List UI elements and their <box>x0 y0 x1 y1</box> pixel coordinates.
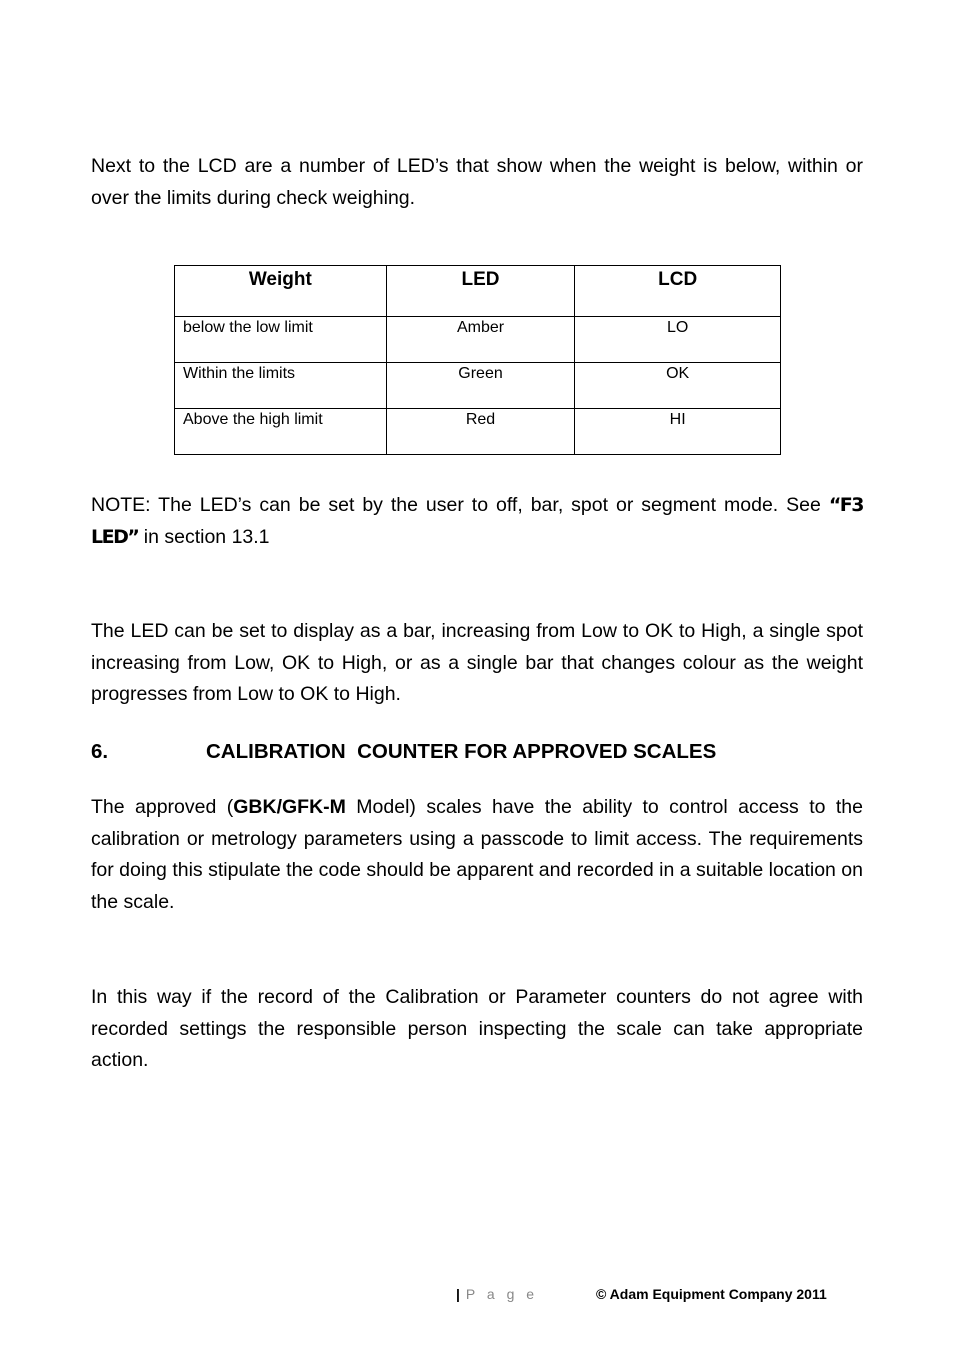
lcd-cell: LO <box>575 317 781 363</box>
section-number: 6. <box>91 740 109 763</box>
lcd-cell: OK <box>575 363 781 409</box>
header-weight: Weight <box>175 266 387 317</box>
section-reference: “F3 LED” <box>91 494 863 548</box>
table-row <box>175 317 781 363</box>
note-text: NOTE: The LED’s can be set by the user to off, bar, spot or segment mode. See <box>91 494 829 516</box>
approved-paragraph <box>91 792 863 919</box>
led-cell: Red <box>386 409 575 455</box>
page-text: P a g e <box>465 1286 539 1302</box>
led-cell: Amber <box>386 317 575 363</box>
page-separator: | <box>456 1286 460 1302</box>
note-paragraph <box>91 490 863 553</box>
table-row <box>175 363 781 409</box>
approved-text-end: Model) scales have the ability to control access to the calibration or metrology parameters using a passcode to limit access. The requirements for doing this stipulate the code should be apparent and recorded in a suitable location on the scale. <box>91 796 863 914</box>
record-paragraph: In this way if the record of the Calibration or Parameter counters do not agree with recorded settings the responsible person inspecting the scale can take appropriate action. <box>91 986 863 1072</box>
copyright-notice: © Adam Equipment Company 2011 <box>596 1286 827 1302</box>
table-header-row <box>175 266 781 317</box>
page-label <box>456 1286 538 1302</box>
approved-text: The approved ( <box>91 796 234 818</box>
weight-cell: Above the high limit <box>175 409 387 455</box>
table-row <box>175 409 781 455</box>
header-led: LED <box>386 266 575 317</box>
header-lcd: LCD <box>575 266 781 317</box>
section-title: CALIBRATION COUNTER FOR APPROVED SCALES <box>206 740 717 763</box>
note-text-end: in section 13.1 <box>138 525 270 548</box>
lcd-cell: HI <box>575 409 781 455</box>
led-table <box>174 265 781 455</box>
weight-cell: Within the limits <box>175 363 387 409</box>
led-mode-paragraph: The LED can be set to display as a bar, increasing from Low to OK to High, a single spot increasing from Low, OK to High, or as a single bar that changes colour as the weight progresses from Low to OK to High. <box>91 620 863 706</box>
model-name: GBK/GFK-M <box>233 796 346 818</box>
intro-paragraph: Next to the LCD are a number of LED’s that show when the weight is below, within or over the limits during check weighing. <box>91 155 863 209</box>
weight-cell: below the low limit <box>175 317 387 363</box>
led-cell: Green <box>386 363 575 409</box>
